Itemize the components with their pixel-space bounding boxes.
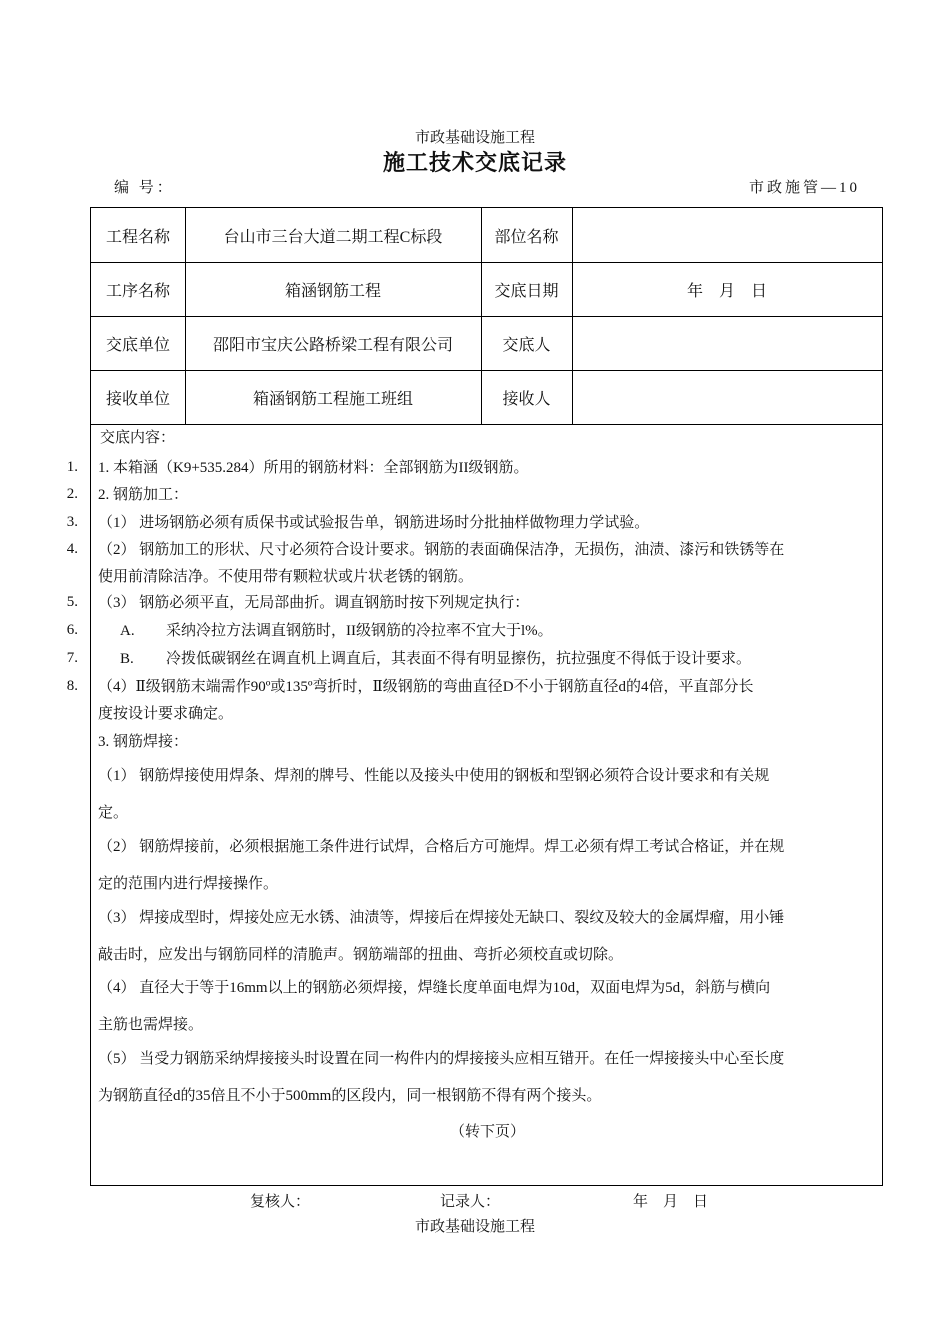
project-name-value: 台山市三台大道二期工程C标段 <box>223 228 443 246</box>
content-line: 定的范围内进行焊接操作。 <box>98 876 279 892</box>
line-number: 5. <box>66 594 78 610</box>
footer-date: 年 月 日 <box>633 1194 709 1210</box>
handover-person-label: 交底人 <box>502 336 551 354</box>
content-line: （5） 当受力钢筋采纳焊接接头时设置在同一构件内的焊接接头应相互错开。在任一焊接接头中心至长度 <box>98 1051 785 1067</box>
content-line: 2. 钢筋加工： <box>98 487 189 503</box>
handover-unit-value: 邵阳市宝庆公路桥梁工程有限公司 <box>212 336 453 354</box>
receiving-unit-value: 箱涵钢筋工程施工班组 <box>252 390 413 408</box>
line-number: 3. <box>66 514 78 530</box>
receiver-value <box>572 370 882 424</box>
content-line: 3. 钢筋焊接： <box>98 734 189 750</box>
content-line: （2） 钢筋焊接前，必须根据施工条件进行试焊，合格后方可施焊。焊工必须有焊工考试合格证，并在规 <box>98 839 785 855</box>
list-marker: B. <box>120 651 134 667</box>
section-name-value <box>572 208 882 262</box>
line-number: 7. <box>66 650 78 666</box>
project-name-label: 工程名称 <box>105 228 170 246</box>
line-number: 2. <box>66 486 78 502</box>
recorder-label: 记录人： <box>440 1194 501 1210</box>
handover-date-label: 交底日期 <box>494 282 559 300</box>
content-line: （2） 钢筋加工的形状、尺寸必须符合设计要求。钢筋的表面确保洁净，无损伤，油渍、漆污和铁锈等在 <box>98 542 785 558</box>
receiver-label: 接收人 <box>502 390 551 408</box>
header-subtitle: 市政基础设施工程 <box>414 130 535 146</box>
content-line: （3） 焊接成型时，焊接处应无水锈、油渍等，焊接后在焊接处无缺口、裂纹及较大的金属焊瘤，用小锤 <box>98 910 785 926</box>
content-line: （1） 进场钢筋必须有质保书或试验报告单，钢筋进场时分批抽样做物理力学试验。 <box>98 515 650 531</box>
footer-org: 市政基础设施工程 <box>414 1219 535 1235</box>
record-table <box>90 207 883 1186</box>
content-line: （1） 钢筋焊接使用焊条、焊剂的牌号、性能以及接头中使用的钢板和型钢必须符合设计要求和有关规 <box>98 768 770 784</box>
process-name-value: 箱涵钢筋工程 <box>284 282 381 300</box>
content-line: 为钢筋直径d的35倍且不小于500mm的区段内，同一根钢筋不得有两个接头。 <box>98 1088 602 1104</box>
page-title: 施工技术交底记录 <box>382 150 567 175</box>
section-name-label: 部位名称 <box>494 228 559 246</box>
line-number: 1. <box>66 459 78 475</box>
handover-date-value: 年 月 日 <box>686 282 767 300</box>
content-line: 主筋也需焊接。 <box>98 1017 204 1033</box>
content-heading: 交底内容： <box>100 430 176 446</box>
process-name-label: 工序名称 <box>105 282 170 300</box>
receiving-unit-label: 接收单位 <box>105 390 170 408</box>
line-number: 4. <box>66 541 78 557</box>
content-line: （3） 钢筋必须平直，无局部曲折。调直钢筋时按下列规定执行： <box>98 595 530 611</box>
content-line: 1. 本箱涵（K9+535.284）所用的钢筋材料：全部钢筋为II级钢筋。 <box>98 460 529 476</box>
content-line: 度按设计要求确定。 <box>98 706 234 722</box>
list-marker: A. <box>120 623 135 639</box>
content-line: 采纳冷拉方法调直钢筋时，II级钢筋的冷拉率不宜大于l%。 <box>166 623 553 639</box>
content-line: （4）Ⅱ级钢筋末端需作90º或135º弯折时，Ⅱ级钢筋的弯曲直径D不小于钢筋直径d的4倍，平直部分长 <box>98 679 754 695</box>
content-line: 冷拨低碳钢丝在调直机上调直后，其表面不得有明显擦伤，抗拉强度不得低于设计要求。 <box>166 651 752 667</box>
form-code: 市政施管—10 <box>748 180 860 196</box>
content-line: 定。 <box>98 805 129 821</box>
content-line: 敲击时，应发出与钢筋同样的清脆声。钢筋端部的扭曲、弯折必须校直或切除。 <box>98 947 624 963</box>
line-number: 6. <box>66 622 78 638</box>
row-divider <box>91 424 882 425</box>
content-line: （4） 直径大于等于16mm以上的钢筋必须焊接，焊缝长度单面电焊为10d，双面电焊为5d，斜筋与横向 <box>98 980 771 996</box>
continued-note: （转下页） <box>449 1124 525 1140</box>
serial-number-label: 编 号： <box>114 180 175 196</box>
line-number: 8. <box>66 678 78 694</box>
handover-person-value <box>572 316 882 370</box>
handover-unit-label: 交底单位 <box>105 336 170 354</box>
reviewer-label: 复核人： <box>250 1194 311 1210</box>
content-line: 使用前清除洁净。不使用带有颗粒状或片状老锈的钢筋。 <box>98 569 474 585</box>
